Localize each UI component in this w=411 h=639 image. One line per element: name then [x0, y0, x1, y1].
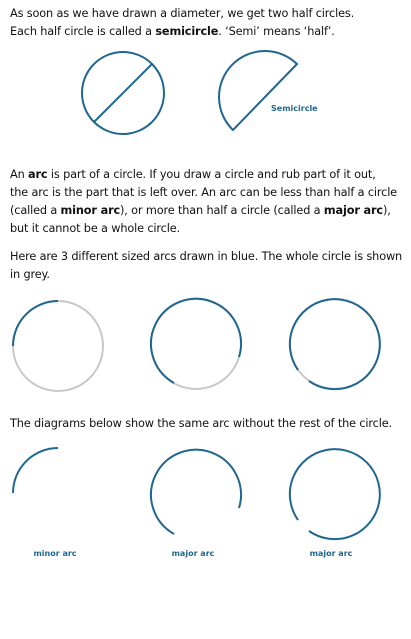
arcs-intro-paragraph [10, 248, 402, 284]
intro-line-1: As soon as we have drawn a diameter, we get two half circles. [10, 7, 355, 20]
arc-line-4: but it cannot be a whole circle. [10, 222, 180, 235]
term-semicircle: semicircle [155, 25, 219, 38]
standalone-major-arc-2 [290, 449, 380, 539]
semicircle-shape [219, 51, 297, 130]
term-major-arc: major arc [323, 204, 383, 217]
diagrams-intro-line-1: The diagrams below show the same arc without the rest of the circle. [10, 417, 392, 430]
arc-line-2: the arc is the part that is left over. An arc can be less than half a circle [10, 186, 397, 199]
arcs-intro-line-2: in grey. [10, 268, 50, 281]
term-minor-arc: minor arc [60, 204, 121, 217]
standalone-minor-arc [13, 448, 58, 493]
arc-line-1: An arc is part of a circle. If you draw a circle and rub part of it out, [10, 168, 376, 181]
diameter-line [94, 64, 152, 122]
semicircle-label: Semicircle [271, 104, 318, 113]
minor-arc-1 [13, 301, 58, 346]
arc-definition-paragraph [10, 166, 397, 238]
arc-line-3: (called a minor arc), or more than half a circle (called a major arc), [10, 204, 391, 217]
term-arc: arc [28, 168, 48, 181]
intro-line-2: Each half circle is called a semicircle. ‘Semi’ means ‘half’. [10, 25, 335, 38]
caption-major-arc-1: major arc [171, 549, 215, 558]
major-arc-2 [151, 299, 241, 383]
caption-minor-arc: minor arc [33, 549, 77, 558]
caption-major-arc-2: major arc [309, 549, 353, 558]
arcs-intro-line-1: Here are 3 different sized arcs drawn in blue. The whole circle is shown [10, 250, 403, 263]
diagrams-intro-paragraph [10, 415, 392, 433]
standalone-major-arc-1 [151, 450, 241, 534]
